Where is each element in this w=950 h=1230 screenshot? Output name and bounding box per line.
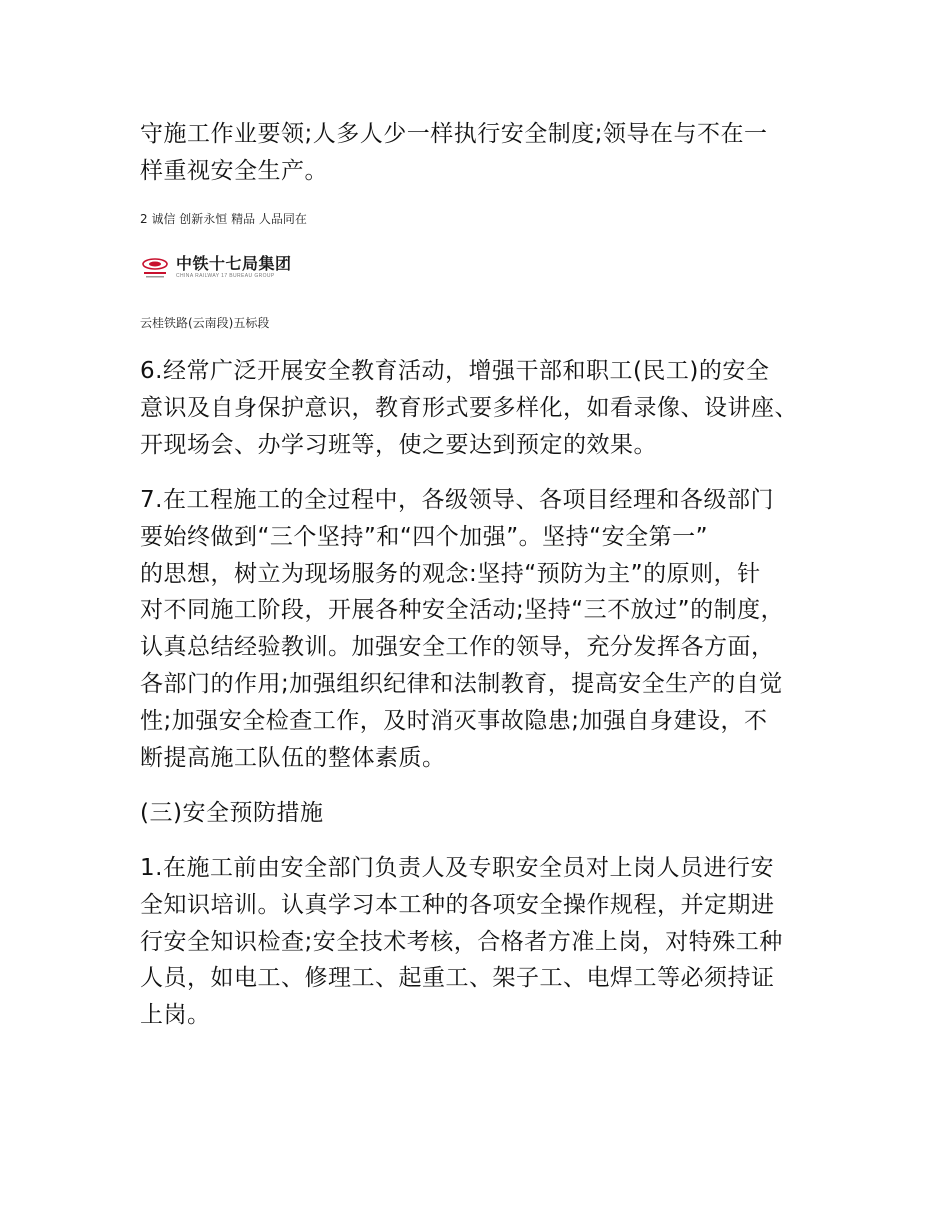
project-name: 云桂铁路(云南段)五标段 — [140, 316, 270, 330]
text-line: 样重视安全生产。 — [140, 157, 328, 184]
heading-text: (三)安全预防措施 — [140, 800, 324, 826]
logo-brand-cn: 中铁十七局集团 — [176, 253, 292, 273]
text-line: 对不同施工阶段，开展各种安全活动;坚持“三不放过”的制度， — [140, 597, 785, 624]
text-line: 性;加强安全检查工作，及时消灭事故隐患;加强自身建设，不 — [140, 707, 768, 734]
text-line: 要始终做到“三个坚持”和“四个加强”。坚持“安全第一” — [140, 523, 708, 550]
intro-paragraph — [140, 116, 840, 190]
measure-1-paragraph — [140, 850, 840, 1034]
text-line: 7.在工程施工的全过程中，各级领导、各项目经理和各级部门 — [140, 487, 774, 513]
logo-emblem-icon — [140, 252, 170, 282]
text-line: 人员，如电工、修理工、起重工、架子工、电焊工等必须持证 — [140, 965, 775, 992]
text-line: 守施工作业要领;人多人少一样执行安全制度;领导在与不在一 — [140, 121, 768, 147]
text-line: 的思想，树立为现场服务的观念:坚持“预防为主”的原则，针 — [140, 560, 761, 587]
text-line: 各部门的作用;加强组织纪律和法制教育，提高安全生产的自觉 — [140, 670, 783, 697]
text-line: 开现场会、办学习班等，使之要达到预定的效果。 — [140, 431, 657, 458]
section-heading — [140, 795, 840, 832]
section-6-paragraph — [140, 353, 840, 463]
header-slogan: 2 诚信 创新永恒 精品 人品同在 — [140, 212, 307, 226]
text-line: 全知识培训。认真学习本工种的各项安全操作规程，并定期进 — [140, 891, 775, 918]
text-line: 断提高施工队伍的整体素质。 — [140, 744, 446, 771]
section-7-paragraph — [140, 482, 840, 776]
text-line: 上岗。 — [140, 1002, 211, 1029]
text-line: 6.经常广泛开展安全教育活动，增强干部和职工(民工)的安全 — [140, 358, 770, 384]
text-line: 意识及自身保护意识，教育形式要多样化，如看录像、设讲座、 — [140, 394, 798, 421]
logo-brand-en: CHINA RAILWAY 17 BUREAU GROUP — [176, 272, 275, 279]
company-logo — [140, 250, 300, 284]
text-line: 行安全知识检查;安全技术考核，合格者方准上岗，对特殊工种 — [140, 928, 783, 955]
text-line: 1.在施工前由安全部门负责人及专职安全员对上岗人员进行安 — [140, 855, 774, 881]
text-line: 认真总结经验教训。加强安全工作的领导，充分发挥各方面， — [140, 634, 775, 661]
